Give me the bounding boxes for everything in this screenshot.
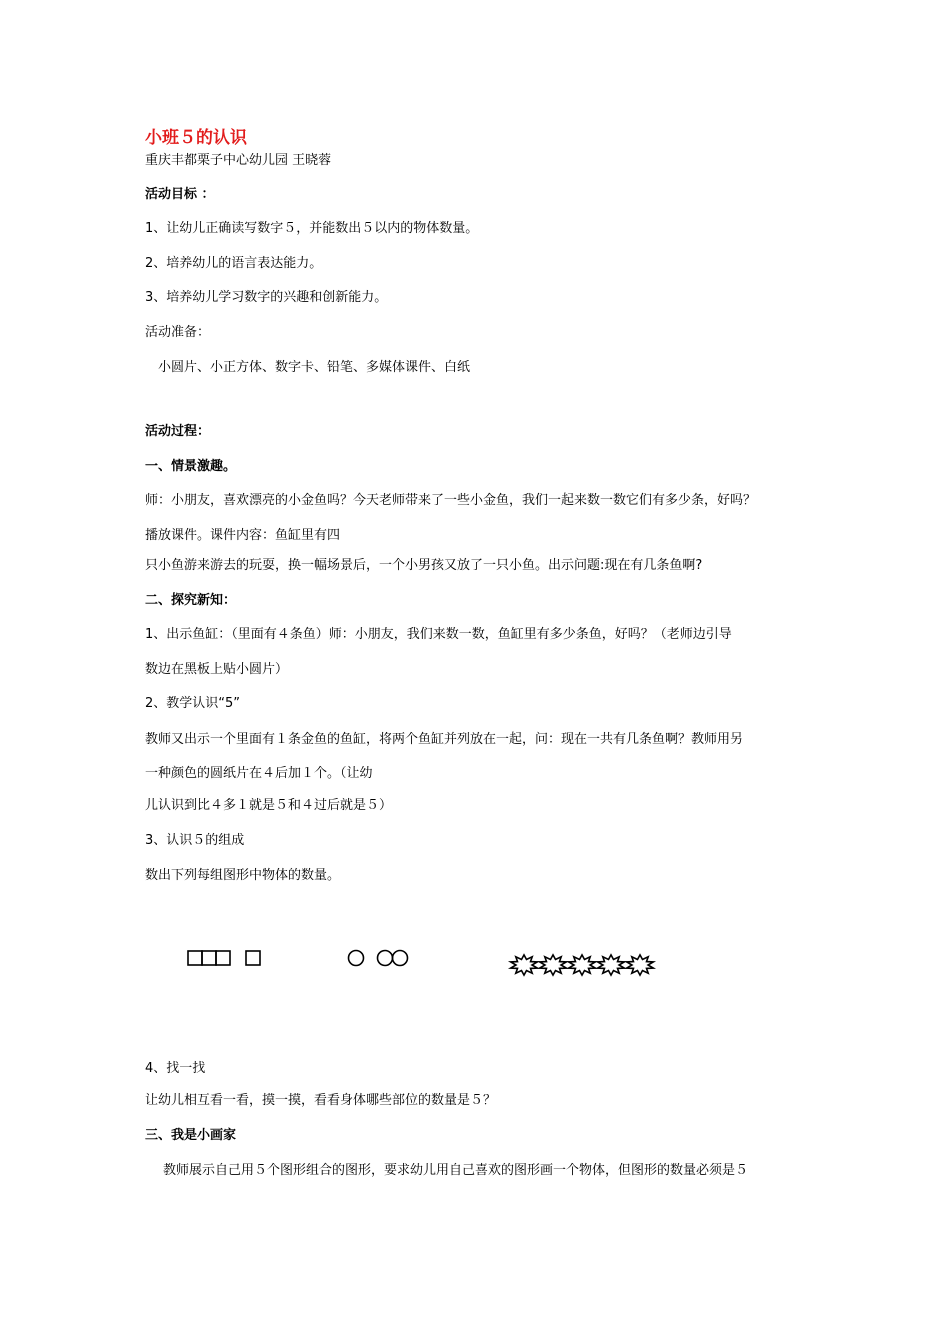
square-shape [202, 951, 216, 965]
star-burst-shape [627, 955, 654, 975]
preparation-content: 小圆片、小正方体、数字卡、铅笔、多媒体课件、白纸 [158, 360, 471, 375]
star-burst-shape [598, 955, 625, 975]
square-shape [246, 951, 260, 965]
star-burst-shape [511, 955, 538, 975]
square-shape [216, 951, 230, 965]
part2-line-10: 让幼儿相互看一看，摸一摸，看看身体哪些部位的数量是５？ [145, 1093, 497, 1108]
part2-line-2: 数边在黑板上贴小圆片） [145, 662, 289, 677]
goal-item-1: 1、让幼儿正确读写数字５，并能数出５以内的物体数量。 [145, 221, 479, 236]
part3-heading: 三、我是小画家 [145, 1128, 237, 1143]
circle-shape [378, 951, 393, 966]
part3-line-1: 教师展示自己用５个图形组合的图形，要求幼儿用自己喜欢的图形画一个物体，但图形的数量必须是５ [163, 1163, 749, 1178]
document-title: 小班５的认识 [145, 128, 247, 148]
part2-line-5: 一种颜色的圆纸片在４后加１个。（让幼 [145, 766, 373, 781]
goal-item-2: 2、培养幼儿的语言表达能力。 [145, 256, 323, 271]
circle-shape [349, 951, 364, 966]
process-heading: 活动过程： [145, 424, 211, 439]
circle-shape [393, 951, 408, 966]
part1-line-1: 师：小朋友，喜欢漂亮的小金鱼吗？今天老师带来了一些小金鱼，我们一起来数一数它们有多少条，好吗？ [145, 493, 757, 508]
part2-heading: 二、探究新知： [145, 593, 237, 608]
part2-line-1: 1、出示鱼缸：（里面有４条鱼）师：小朋友，我们来数一数，鱼缸里有多少条鱼，好吗？（老师边引导 [145, 627, 732, 642]
part1-heading: 一、情景激趣。 [145, 459, 237, 474]
part2-line-3: 2、教学认识“5” [145, 696, 241, 711]
goals-heading: 活动目标 ： [145, 187, 215, 202]
author-line: 重庆丰都栗子中心幼儿园 王晓蓉 [145, 153, 332, 168]
part1-line-2: 播放课件。课件内容：鱼缸里有四 [145, 528, 341, 543]
part2-line-8: 数出下列每组图形中物体的数量。 [145, 868, 341, 883]
part1-line-3: 只小鱼游来游去的玩耍，换一幅场景后，一个小男孩又放了一只小鱼。出示问题:现在有几条鱼啊? [145, 558, 703, 573]
star-burst-shape [569, 955, 596, 975]
square-shape [188, 951, 202, 965]
star-burst-shape [540, 955, 567, 975]
part2-line-6: 儿认识到比４多１就是５和４过后就是５） [145, 798, 393, 813]
part2-line-9: 4、找一找 [145, 1061, 206, 1076]
counting-shapes-figure [185, 944, 665, 984]
preparation-heading: 活动准备： [145, 325, 211, 340]
goal-item-3: 3、培养幼儿学习数字的兴趣和创新能力。 [145, 290, 388, 305]
part2-line-4: 教师又出示一个里面有１条金鱼的鱼缸，将两个鱼缸并列放在一起，问：现在一共有几条鱼啊？教师用另 [145, 732, 744, 747]
part2-line-7: 3、认识５的组成 [145, 833, 245, 848]
